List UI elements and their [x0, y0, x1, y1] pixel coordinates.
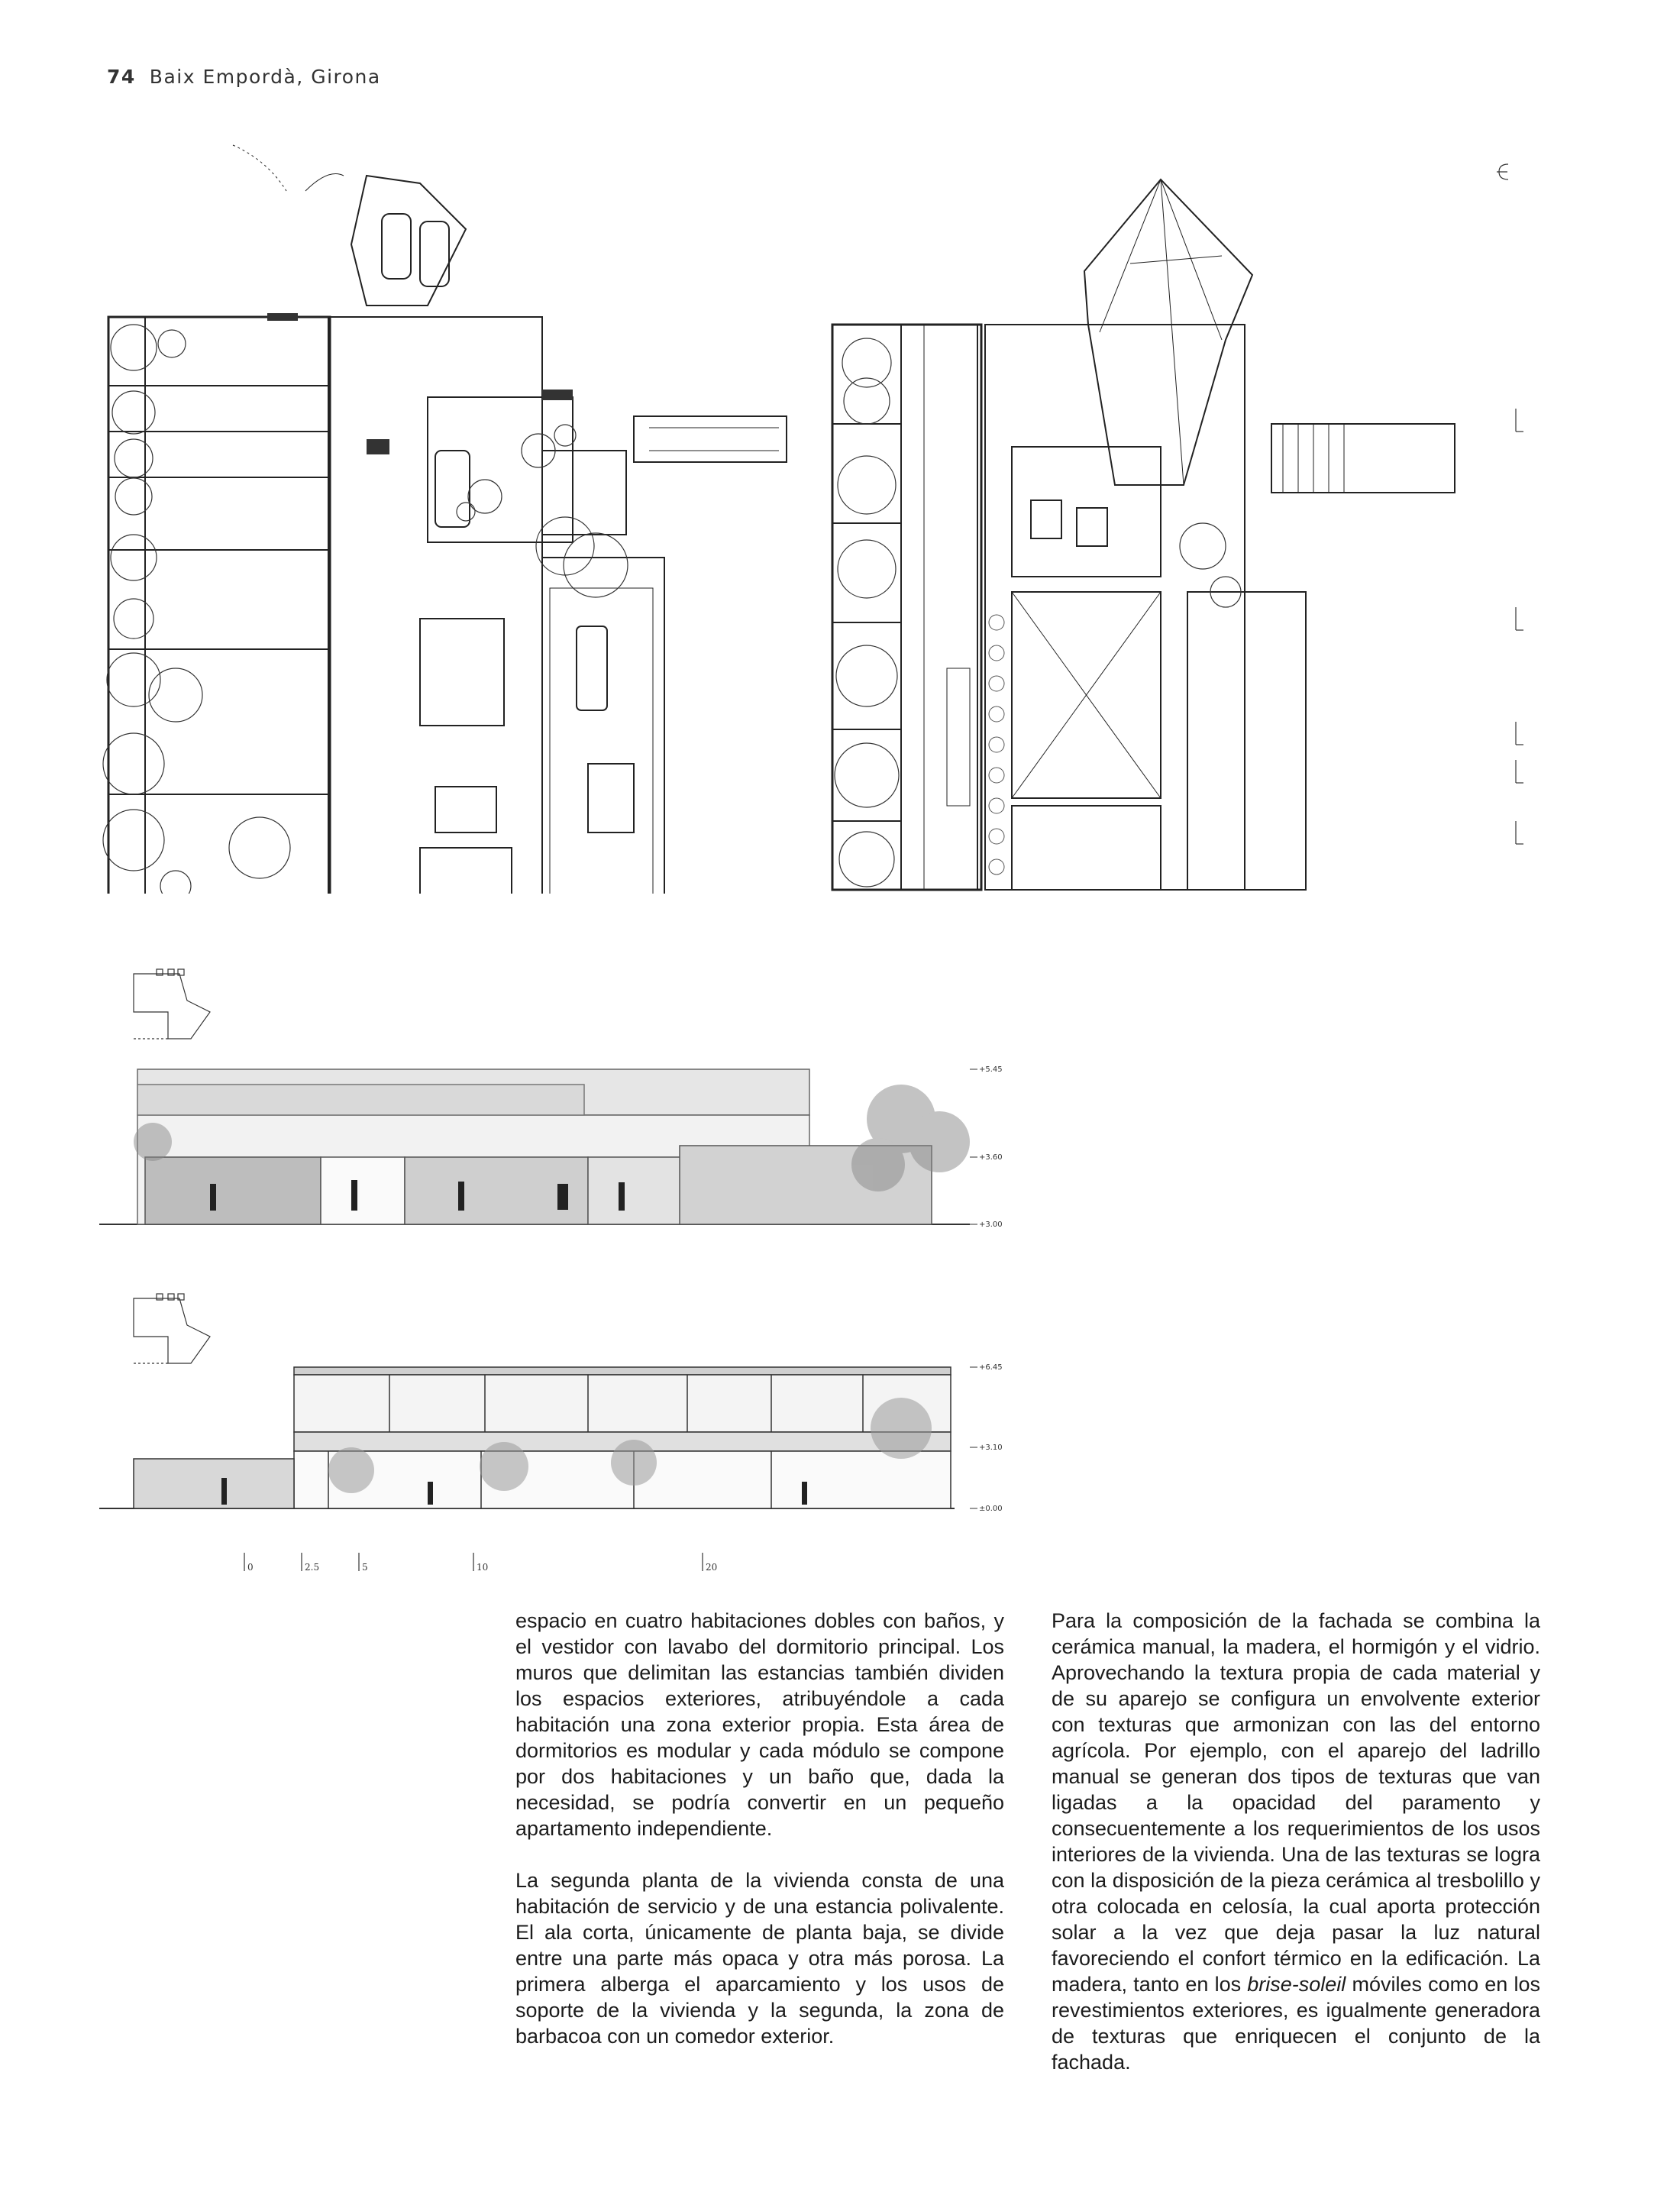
page-number: 74 [107, 66, 136, 88]
elevation-1-level-top: +5.45 [979, 1065, 1003, 1074]
scale-label-0: 0 [247, 1562, 254, 1573]
elevation-1-level-mid: +3.60 [979, 1153, 1003, 1162]
upper-floor-plan [825, 149, 1543, 905]
elevation-2-level-mid: +3.10 [979, 1444, 1003, 1452]
elevation-2 [99, 1356, 1031, 1531]
paragraph: Para la composición de la fachada se combina la cerámica manual, la madera, el hormigón y el vidrio. Aprovechando la textura propia de cada material y de su aparejo se configura un envolvente exterior con texturas que armonizan con las del entorno agrícola. Por ejemplo, con el aparejo del ladrillo manual se generan dos tipos de texturas que van ligadas a la opacidad del paramento y consecuentemente a los requerimientos de los usos interiores de la vivienda. Una de las texturas se logra con la disposición de la pieza cerámica al tresbolillo y otra colocada en celosía, la cual aporta protección solar a la vez que deja pasar la luz natural favoreciendo el confort térmico en la edificación. La madera, tanto en los brise-soleil móviles como en los revestimientos exteriores, es igualmente generadora de texturas que enriquecen el conjunto de la fachada. [1052, 1609, 1540, 2074]
key-plan-1 [126, 966, 218, 1058]
elevation-1 [99, 1058, 1031, 1249]
ground-floor-plan [99, 130, 809, 894]
scale-label-5: 5 [362, 1562, 368, 1573]
paragraph: espacio en cuatro habitaciones dobles con baños, y el vestidor con lavabo del dormitorio principal. Los muros que delimitan las estancias también dividen los espacios exteriores, atribuyéndole a cada habitación una zona exterior propia. Esta área de dormitorios es modular y cada módulo se compone por dos habitaciones y un baño que, dada la necesidad, se podría convertir en un pequeño apartamento independiente. [515, 1609, 1004, 1840]
running-title: Baix Empordà, Girona [149, 66, 381, 88]
elevation-2-level-top: +6.45 [979, 1363, 1003, 1372]
elevation-2-level-ground: ±0.00 [979, 1505, 1003, 1513]
emphasis: brise-soleil [1247, 1973, 1346, 1996]
elevation-1-level-ground: +3.00 [979, 1220, 1003, 1229]
elevation-scale-bar [229, 1547, 764, 1577]
text-column-right [1052, 1608, 1540, 2101]
paragraph: La segunda planta de la vivienda consta de una habitación de servicio y de una estancia polivalente. El ala corta, únicamente de planta baja, se divide entre una parte más opaca y otra más porosa. La primera alberga el aparcamiento y los usos de soporte de la vivienda y la segunda, la zona de barbacoa con un comedor exterior. [515, 1869, 1004, 2048]
page-header [107, 66, 381, 88]
text-column-middle [515, 1608, 1004, 2075]
scale-label-2-5: 2.5 [305, 1562, 320, 1573]
scale-label-10: 10 [477, 1562, 489, 1573]
scale-label-20: 20 [706, 1562, 718, 1573]
